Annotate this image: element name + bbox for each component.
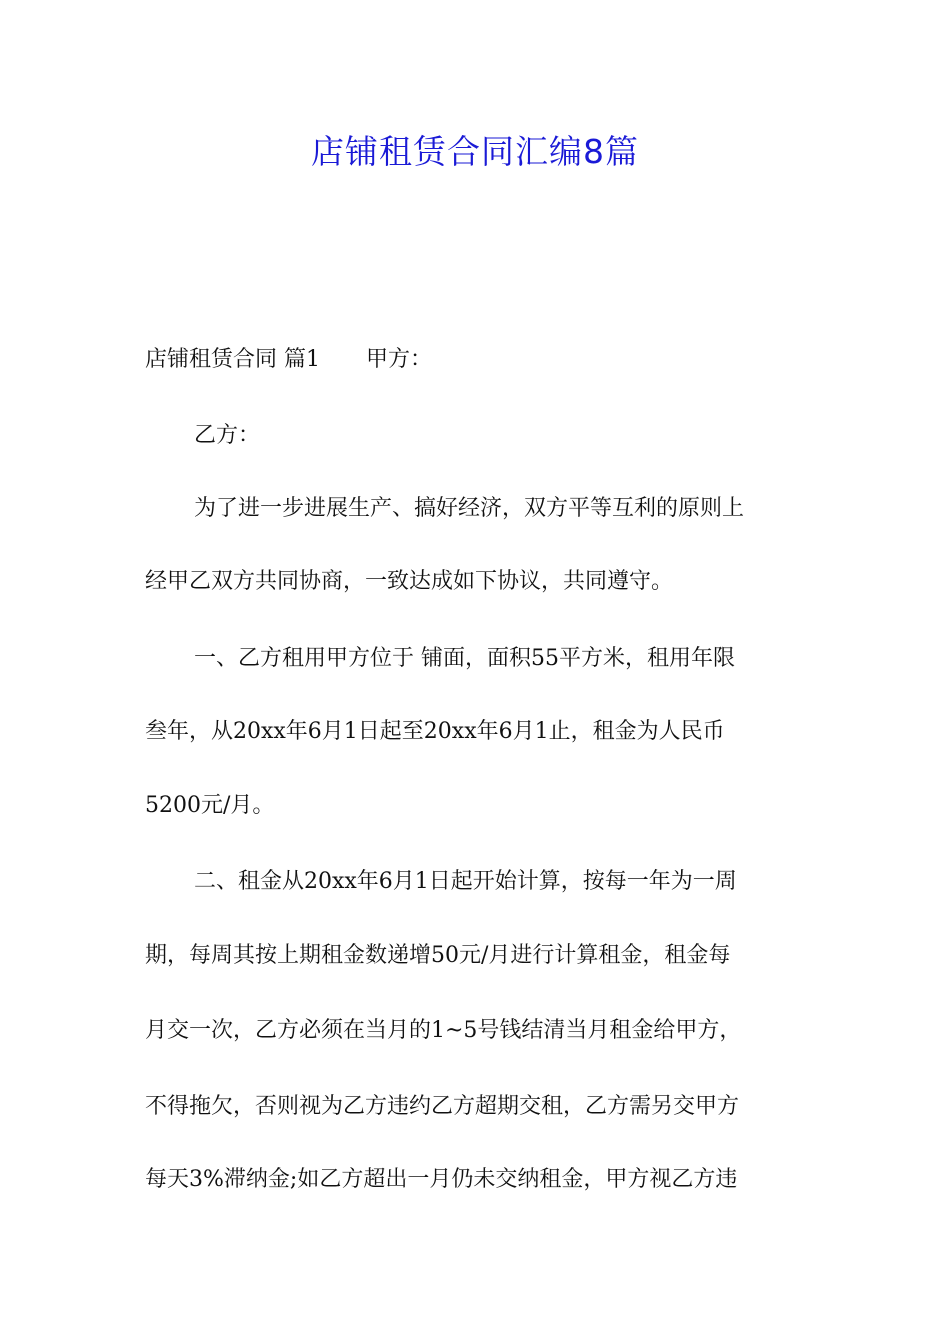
party-b-label: 乙方：: [194, 423, 261, 448]
paragraph-line: 不得拖欠，否则视为乙方违约乙方超期交租，乙方需另交甲方: [145, 1094, 740, 1119]
paragraph-line: 5200元/月。: [145, 793, 275, 818]
document-title: 店铺租赁合同汇编8篇: [311, 132, 639, 171]
contract-heading: [145, 344, 432, 376]
paragraph-line: 期，每周其按上期租金数递增50元/月进行计算租金，租金每: [145, 943, 731, 968]
paragraph-line: 每天3%滞纳金;如乙方超出一月仍未交纳租金，甲方视乙方违: [145, 1167, 738, 1192]
paragraph-line: 经甲乙双方共同协商，一致达成如下协议，共同遵守。: [145, 569, 674, 594]
paragraph-line: 为了进一步进展生产、搞好经济，双方平等互利的原则上: [194, 496, 745, 521]
party-a-label: 甲方：: [366, 347, 433, 372]
paragraph-line: 二、租金从20xx年6月1日起开始计算，按每一年为一周: [194, 869, 737, 894]
paragraph-line: 一、乙方租用甲方位于 铺面，面积55平方米，租用年限: [194, 646, 735, 671]
contract-heading-label: 店铺租赁合同 篇1: [145, 347, 320, 372]
paragraph-line: 月交一次，乙方必须在当月的1~5号钱结清当月租金给甲方，: [145, 1018, 742, 1043]
paragraph-line: 叁年，从20xx年6月1日起至20xx年6月1止，租金为人民币: [145, 719, 725, 744]
